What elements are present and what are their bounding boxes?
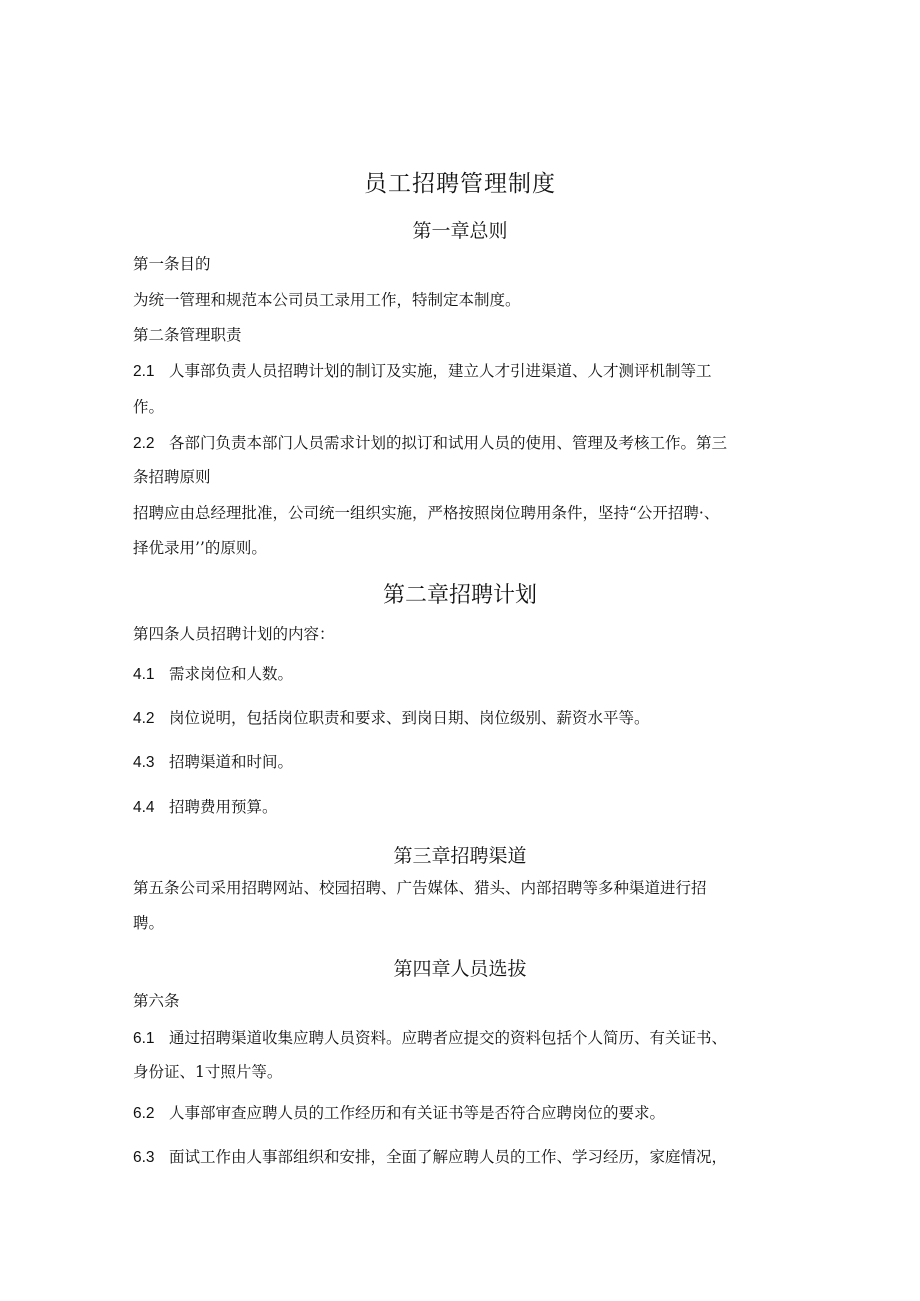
- principle-line-1: 招聘应由总经理批准，公司统一组织实施，严格按照岗位聘用条件，坚持“公开招聘·、: [133, 504, 720, 522]
- item-6-1-line-2: 身份证、1寸照片等。: [133, 1063, 283, 1081]
- item-6-1-line-1: [133, 1027, 727, 1050]
- item-4-1: [133, 663, 293, 686]
- item-4-4: [133, 796, 278, 819]
- item-4-2-number: 4.2: [133, 710, 155, 727]
- article-1-text: 为统一管理和规范本公司员工录用工作，特制定本制度。: [133, 291, 521, 309]
- item-2-2-number: 2.2: [133, 435, 155, 452]
- document-title: 员工招聘管理制度: [364, 171, 556, 197]
- chapter-1-heading: 第一章总则: [412, 220, 508, 242]
- item-2-2-line-1: [133, 432, 727, 455]
- item-4-3-number: 4.3: [133, 754, 155, 771]
- item-4-1-text: 需求岗位和人数。: [169, 665, 294, 683]
- item-2-1-number: 2.1: [133, 363, 155, 380]
- item-6-3-text: 面试工作由人事部组织和安排，全面了解应聘人员的工作、学习经历，家庭情况，: [169, 1148, 728, 1166]
- item-6-2: [133, 1102, 665, 1125]
- item-4-3-text: 招聘渠道和时间。: [169, 753, 294, 771]
- item-4-1-number: 4.1: [133, 666, 155, 683]
- item-6-3: [133, 1146, 727, 1169]
- item-4-2: [133, 707, 650, 730]
- article-2-heading: 第二条管理职责: [133, 326, 242, 344]
- item-2-2-text: 各部门负责本部门人员需求计划的拟订和试用人员的使用、管理及考核工作。第三: [169, 434, 728, 452]
- article-5-line-2: 聘。: [133, 914, 165, 932]
- principle-line-2: 择优录用’’的原则。: [133, 539, 267, 557]
- item-6-1-number: 6.1: [133, 1030, 155, 1047]
- item-6-2-text: 人事部审查应聘人员的工作经历和有关证书等是否符合应聘岗位的要求。: [169, 1104, 666, 1122]
- item-6-3-number: 6.3: [133, 1149, 155, 1166]
- item-2-1-line-2: 作。: [133, 398, 165, 416]
- item-4-3: [133, 751, 293, 774]
- item-4-4-number: 4.4: [133, 799, 155, 816]
- article-5-line-1: 第五条公司采用招聘网站、校园招聘、广告媒体、猎头、内部招聘等多种渠道进行招: [133, 879, 707, 897]
- item-6-1-text: 通过招聘渠道收集应聘人员资料。应聘者应提交的资料包括个人简历、有关证书、: [169, 1029, 728, 1047]
- item-2-2-line-2: 条招聘原则: [133, 468, 211, 486]
- item-2-1-line-1: [133, 360, 712, 383]
- item-2-1-text: 人事部负责人员招聘计划的制订及实施，建立人才引进渠道、人才测评机制等工: [169, 362, 712, 380]
- item-6-2-number: 6.2: [133, 1105, 155, 1122]
- chapter-2-heading: 第二章招聘计划: [382, 583, 537, 608]
- item-4-2-text: 岗位说明，包括岗位职责和要求、到岗日期、岗位级别、薪资水平等。: [169, 709, 650, 727]
- article-6-heading: 第六条: [133, 992, 180, 1010]
- item-4-4-text: 招聘费用预算。: [169, 798, 278, 816]
- chapter-3-heading: 第三章招聘渠道: [393, 845, 527, 867]
- article-1-heading: 第一条目的: [133, 255, 211, 273]
- chapter-4-heading: 第四章人员选拔: [393, 958, 527, 980]
- article-4-heading: 第四条人员招聘计划的内容：: [133, 625, 335, 643]
